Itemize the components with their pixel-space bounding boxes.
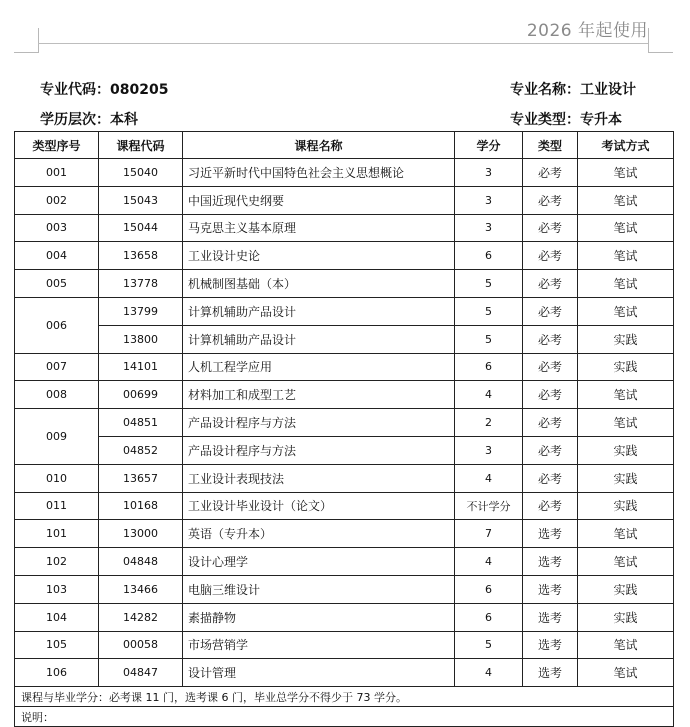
cell-type: 必考 [523,409,578,437]
graduation-credit-requirement: 课程与毕业学分：必考课 11 门，选考课 6 门，毕业总学分不得少于 73 学分。 [15,687,674,707]
cell-credit: 3 [455,186,523,214]
table-row [15,381,674,409]
table-row [15,325,674,353]
cell-exam: 笔试 [578,297,674,325]
cell-exam: 实践 [578,603,674,631]
col-header-exam: 考试方式 [578,132,674,159]
cell-code: 10168 [99,492,183,520]
cell-type: 必考 [523,492,578,520]
cell-credit: 6 [455,242,523,270]
cell-credit: 5 [455,297,523,325]
cell-type: 选考 [523,603,578,631]
cell-exam: 实践 [578,353,674,381]
table-row [15,214,674,242]
page-corner-mark-left [14,28,39,53]
cell-type: 必考 [523,186,578,214]
cell-credit: 6 [455,353,523,381]
cell-name: 马克思主义基本原理 [183,214,455,242]
cell-name: 市场营销学 [183,631,455,659]
cell-seq: 105 [15,631,99,659]
education-level [40,109,138,129]
cell-credit: 4 [455,464,523,492]
cell-code: 13799 [99,297,183,325]
cell-seq: 008 [15,381,99,409]
cell-credit: 3 [455,159,523,187]
cell-exam: 笔试 [578,381,674,409]
meta-row-1 [40,79,650,99]
cell-name: 中国近现代史纲要 [183,186,455,214]
table-row [15,631,674,659]
cell-exam: 笔试 [578,548,674,576]
cell-seq: 003 [15,214,99,242]
cell-name: 人机工程学应用 [183,353,455,381]
cell-exam: 实践 [578,325,674,353]
cell-name: 素描静物 [183,603,455,631]
cell-code: 13658 [99,242,183,270]
cell-seq: 007 [15,353,99,381]
cell-seq: 001 [15,159,99,187]
col-header-credit: 学分 [455,132,523,159]
cell-seq: 002 [15,186,99,214]
cell-code: 13657 [99,464,183,492]
cell-code: 15044 [99,214,183,242]
table-row [15,464,674,492]
table-row [15,603,674,631]
table-row [15,159,674,187]
table-row [15,297,674,325]
cell-exam: 实践 [578,436,674,464]
major-type [510,109,650,129]
notes-label: 说明： [15,707,674,727]
major-name-value: 工业设计 [580,82,636,98]
cell-code: 04852 [99,436,183,464]
page-corner-mark-right [648,28,673,53]
table-header-row [15,132,674,159]
table-row [15,436,674,464]
table-row [15,520,674,548]
cell-name: 英语（专升本） [183,520,455,548]
cell-name: 电脑三维设计 [183,575,455,603]
cell-name: 设计心理学 [183,548,455,576]
table-row [15,186,674,214]
major-code [40,79,168,99]
cell-type: 必考 [523,270,578,298]
table-row [15,492,674,520]
cell-type: 必考 [523,297,578,325]
cell-credit: 2 [455,409,523,437]
cell-type: 必考 [523,214,578,242]
major-code-value: 080205 [110,82,169,98]
cell-code: 13466 [99,575,183,603]
cell-exam: 实践 [578,492,674,520]
table-row [15,659,674,687]
cell-seq: 010 [15,464,99,492]
major-name-label: 专业名称： [510,82,580,98]
table-row [15,548,674,576]
cell-credit: 4 [455,659,523,687]
cell-credit: 5 [455,270,523,298]
header-rule [38,43,648,44]
cell-credit: 5 [455,325,523,353]
cell-credit: 4 [455,381,523,409]
cell-type: 必考 [523,381,578,409]
meta-row-2 [40,109,650,129]
cell-credit: 7 [455,520,523,548]
cell-name: 机械制图基础（本） [183,270,455,298]
cell-type: 必考 [523,436,578,464]
cell-code: 14282 [99,603,183,631]
cell-credit: 6 [455,603,523,631]
cell-seq: 103 [15,575,99,603]
cell-type: 选考 [523,548,578,576]
cell-name: 习近平新时代中国特色社会主义思想概论 [183,159,455,187]
major-code-label: 专业代码： [40,82,110,98]
cell-credit: 3 [455,436,523,464]
cell-name: 工业设计史论 [183,242,455,270]
cell-code: 15043 [99,186,183,214]
cell-code: 15040 [99,159,183,187]
cell-code: 00699 [99,381,183,409]
cell-seq: 004 [15,242,99,270]
cell-name: 工业设计毕业设计（论文） [183,492,455,520]
col-header-name: 课程名称 [183,132,455,159]
cell-code: 13778 [99,270,183,298]
cell-seq: 011 [15,492,99,520]
cell-code: 14101 [99,353,183,381]
cell-exam: 实践 [578,575,674,603]
cell-exam: 笔试 [578,186,674,214]
cell-name: 材料加工和成型工艺 [183,381,455,409]
table-row [15,409,674,437]
cell-type: 选考 [523,631,578,659]
cell-credit: 5 [455,631,523,659]
major-type-label: 专业类型： [510,112,580,128]
cell-seq: 006 [15,297,99,353]
cell-code: 04847 [99,659,183,687]
table-row [15,270,674,298]
cell-credit: 3 [455,214,523,242]
cell-type: 必考 [523,325,578,353]
course-table [14,131,674,727]
table-note-row [15,707,674,727]
col-header-type: 类型 [523,132,578,159]
cell-seq: 106 [15,659,99,687]
cell-credit: 6 [455,575,523,603]
cell-seq: 102 [15,548,99,576]
cell-code: 04848 [99,548,183,576]
major-name [510,79,650,99]
cell-seq: 101 [15,520,99,548]
cell-seq: 009 [15,409,99,465]
cell-exam: 笔试 [578,270,674,298]
cell-type: 选考 [523,520,578,548]
cell-exam: 笔试 [578,242,674,270]
cell-type: 必考 [523,159,578,187]
cell-exam: 笔试 [578,631,674,659]
cell-type: 必考 [523,353,578,381]
major-type-value: 专升本 [580,112,622,128]
cell-exam: 笔试 [578,214,674,242]
cell-type: 选考 [523,575,578,603]
table-footer-row [15,687,674,707]
cell-exam: 笔试 [578,520,674,548]
cell-name: 计算机辅助产品设计 [183,325,455,353]
cell-name: 工业设计表现技法 [183,464,455,492]
cell-code: 00058 [99,631,183,659]
cell-credit: 不计学分 [455,492,523,520]
cell-exam: 笔试 [578,409,674,437]
cell-exam: 笔试 [578,159,674,187]
cell-seq: 005 [15,270,99,298]
cell-type: 必考 [523,242,578,270]
cell-name: 设计管理 [183,659,455,687]
table-row [15,353,674,381]
col-header-code: 课程代码 [99,132,183,159]
cell-name: 计算机辅助产品设计 [183,297,455,325]
cell-exam: 实践 [578,464,674,492]
header-year-text: 2026 年起使用 [526,21,648,41]
cell-code: 04851 [99,409,183,437]
cell-seq: 104 [15,603,99,631]
cell-type: 选考 [523,659,578,687]
cell-name: 产品设计程序与方法 [183,409,455,437]
education-level-label: 学历层次： [40,112,110,128]
table-row [15,242,674,270]
education-level-value: 本科 [110,112,138,128]
table-row [15,575,674,603]
cell-exam: 笔试 [578,659,674,687]
col-header-seq: 类型序号 [15,132,99,159]
cell-name: 产品设计程序与方法 [183,436,455,464]
cell-type: 必考 [523,464,578,492]
cell-code: 13000 [99,520,183,548]
cell-credit: 4 [455,548,523,576]
cell-code: 13800 [99,325,183,353]
